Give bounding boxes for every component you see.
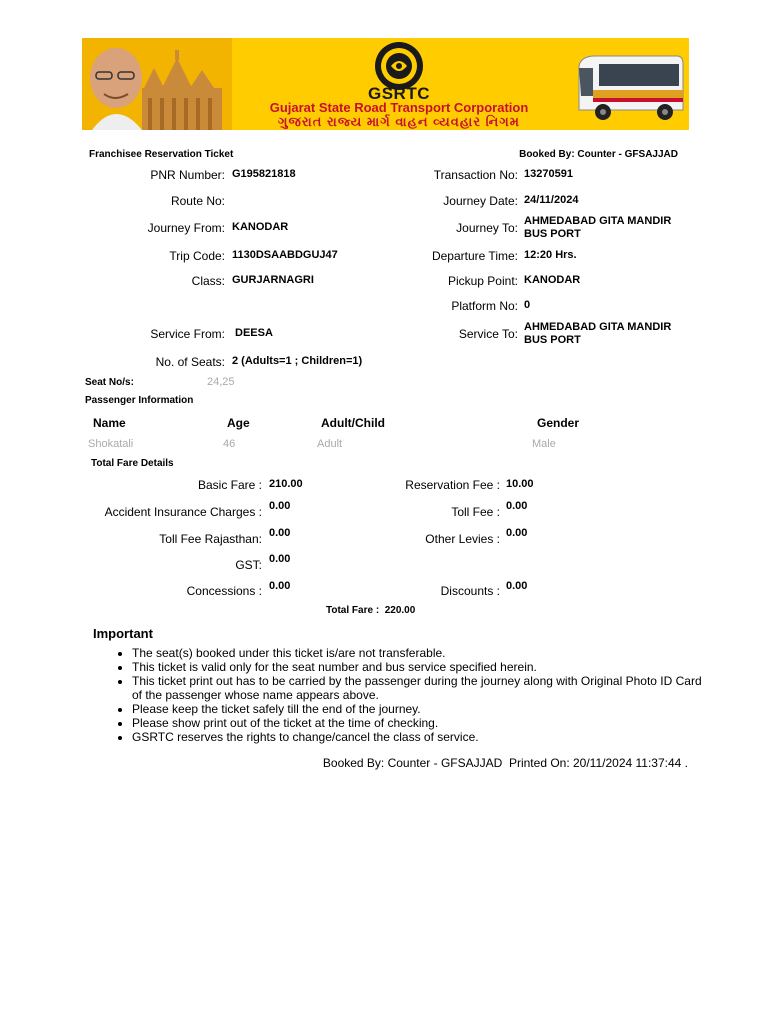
transaction-value: 13270591 — [524, 168, 573, 180]
footer-printed-on: Printed On: 20/11/2024 11:37:44 . — [508, 756, 688, 770]
concessions-label: Concessions : — [186, 584, 262, 598]
gst-label: GST: — [235, 558, 262, 572]
pickup-value: KANODAR — [524, 274, 581, 286]
note-item: • The seat(s) booked under this ticket is/are not transferable. — [132, 646, 712, 660]
seat-nos-value: 24,25 — [207, 376, 235, 388]
passenger-age: 46 — [223, 438, 236, 450]
pnr-label: PNR Number: — [150, 168, 225, 182]
pnr-value: G195821818 — [232, 168, 296, 180]
col-header-gender: Gender — [537, 416, 580, 430]
portrait-temple-image — [82, 38, 232, 130]
concessions-value: 0.00 — [269, 580, 291, 592]
trip-code-label: Trip Code: — [169, 249, 225, 263]
header-banner — [82, 38, 689, 130]
class-label: Class: — [191, 274, 225, 288]
seats-label: No. of Seats: — [155, 355, 225, 369]
journey-to-value: AHMEDABAD GITA MANDIR BUS PORT — [524, 215, 672, 240]
bus-image — [573, 52, 685, 122]
discounts-label: Discounts : — [440, 584, 500, 598]
org-abbreviation: GSRTC — [368, 84, 430, 103]
note-item: • GSRTC reserves the rights to change/cancel the class of service. — [132, 730, 712, 744]
org-name-gujarati: ગુજરાત રાજ્ય માર્ગ વાહન વ્યવહાર નિગમ — [278, 114, 520, 129]
journey-from-value: KANODAR — [232, 221, 289, 233]
journey-date-value: 24/11/2024 — [524, 194, 579, 206]
journey-date-label: Journey Date: — [443, 194, 518, 208]
toll-fee-value: 0.00 — [506, 500, 528, 512]
col-header-adult-child: Adult/Child — [321, 416, 385, 430]
note-item: • This ticket print out has to be carried by the passenger during the journey along with Original Photo ID Card of the passenger whose name appears above. — [132, 674, 712, 702]
note-item: • This ticket is valid only for the seat number and bus service specified herein. — [132, 660, 712, 674]
platform-label: Platform No: — [451, 299, 518, 313]
platform-value: 0 — [524, 299, 531, 311]
other-levies-value: 0.00 — [506, 527, 528, 539]
total-fare-label: Total Fare : — [326, 605, 380, 616]
service-to-value: AHMEDABAD GITA MANDIR BUS PORT — [524, 321, 672, 346]
col-header-age: Age — [227, 416, 250, 430]
passenger-name: Shokatali — [88, 438, 134, 450]
ticket-type: Franchisee Reservation Ticket — [89, 149, 234, 160]
seats-value: 2 (Adults=1 ; Children=1) — [232, 355, 363, 367]
journey-from-label: Journey From: — [147, 221, 225, 235]
discounts-value: 0.00 — [506, 580, 528, 592]
passenger-adult-child: Adult — [317, 438, 343, 450]
departure-value: 12:20 Hrs. — [524, 249, 577, 261]
trip-code-value: 1130DSAABDGUJ47 — [232, 249, 338, 261]
basic-fare-value: 210.00 — [269, 478, 303, 490]
note-item: • Please keep the ticket safely till the end of the journey. — [132, 702, 712, 716]
seat-nos-label: Seat No/s: — [85, 377, 134, 388]
passenger-section-title: Passenger Information — [85, 395, 194, 406]
fare-section-title: Total Fare Details — [91, 458, 174, 469]
booked-by-top: Booked By: Counter - GFSAJJAD — [519, 149, 678, 160]
reservation-fee-value: 10.00 — [506, 478, 534, 490]
print-footer — [250, 756, 688, 770]
gst-value: 0.00 — [269, 553, 291, 565]
passenger-gender: Male — [532, 438, 556, 450]
toll-raj-value: 0.00 — [269, 527, 291, 539]
insurance-label: Accident Insurance Charges : — [104, 505, 262, 519]
toll-raj-label: Toll Fee Rajasthan: — [159, 532, 262, 546]
reservation-fee-label: Reservation Fee : — [405, 478, 500, 492]
important-notes-list — [112, 646, 712, 744]
org-name-english: Gujarat State Road Transport Corporation — [269, 100, 529, 115]
total-fare — [326, 605, 415, 616]
pickup-label: Pickup Point: — [447, 274, 518, 288]
important-title: Important — [93, 626, 153, 641]
transaction-label: Transaction No: — [433, 168, 518, 182]
journey-to-label: Journey To: — [456, 221, 518, 235]
footer-booked-by: Booked By: Counter - GFSAJJAD — [322, 756, 503, 770]
service-from-value: DEESA — [235, 327, 273, 339]
class-value: GURJARNAGRI — [232, 274, 314, 286]
note-item: • Please show print out of the ticket at the time of checking. — [132, 716, 712, 730]
basic-fare-label: Basic Fare : — [197, 478, 262, 492]
other-levies-label: Other Levies : — [425, 532, 500, 546]
service-from-label: Service From: — [150, 327, 225, 341]
col-header-name: Name — [93, 416, 126, 430]
service-to-label: Service To: — [458, 327, 518, 341]
insurance-value: 0.00 — [269, 500, 291, 512]
route-label: Route No: — [170, 194, 225, 208]
total-fare-value: 220.00 — [384, 605, 416, 616]
departure-label: Departure Time: — [431, 249, 518, 263]
toll-fee-label: Toll Fee : — [451, 505, 500, 519]
